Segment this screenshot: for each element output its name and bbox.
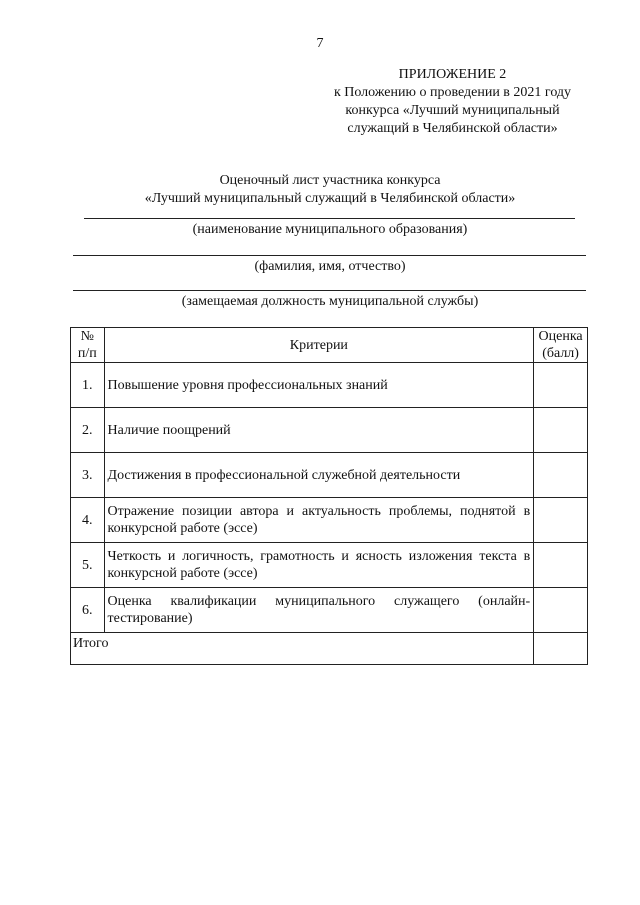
fullname-underline [73, 255, 586, 256]
row-score-cell[interactable] [534, 408, 588, 453]
table-row [71, 453, 588, 498]
header-score-line: Оценка [538, 329, 583, 344]
row-number: 2. [71, 408, 105, 453]
table-row [71, 498, 588, 543]
position-underline [73, 290, 586, 291]
row-score-cell[interactable] [534, 363, 588, 408]
page-number: 7 [316, 36, 324, 51]
total-score-cell[interactable] [534, 633, 588, 665]
appendix-line: конкурса «Лучший муниципальный [345, 103, 560, 118]
header-criteria: Критерии [104, 328, 534, 363]
appendix-header [300, 66, 605, 138]
municipality-caption: (наименование муниципального образования) [192, 222, 468, 237]
table-row [71, 408, 588, 453]
row-criterion: Отражение позиции автора и актуальность проблемы, поднятой в конкурсной работе (эссе) [104, 498, 534, 543]
row-number: 6. [71, 588, 105, 633]
row-criterion: Повышение уровня профессиональных знаний [104, 363, 534, 408]
header-score [534, 328, 588, 363]
row-score-cell[interactable] [534, 588, 588, 633]
table-row [71, 363, 588, 408]
title-line-2: «Лучший муниципальный служащий в Челябинской области» [144, 191, 516, 206]
total-row [71, 633, 588, 665]
appendix-line: ПРИЛОЖЕНИЕ 2 [398, 67, 507, 82]
table-row [71, 543, 588, 588]
total-label: Итого [71, 633, 534, 665]
row-score-cell[interactable] [534, 453, 588, 498]
row-number: 1. [71, 363, 105, 408]
title-line-1: Оценочный лист участника конкурса [219, 173, 441, 188]
appendix-line: к Положению о проведении в 2021 году [333, 85, 572, 100]
row-score-cell[interactable] [534, 543, 588, 588]
header-num [71, 328, 105, 363]
header-num-line: п/п [77, 346, 97, 361]
row-number: 3. [71, 453, 105, 498]
row-criterion: Четкость и логичность, грамотность и ясность изложения текста в конкурсной работе (эссе) [104, 543, 534, 588]
document-title [60, 172, 600, 208]
municipality-underline [84, 218, 575, 219]
header-score-line: (балл) [542, 346, 579, 361]
row-criterion: Оценка квалификации муниципального служащего (онлайн-тестирование) [104, 588, 534, 633]
fullname-caption: (фамилия, имя, отчество) [254, 259, 406, 274]
row-criterion: Достижения в профессиональной служебной деятельности [104, 453, 534, 498]
header-num-line: № [80, 329, 94, 344]
row-number: 4. [71, 498, 105, 543]
row-criterion: Наличие поощрений [104, 408, 534, 453]
row-score-cell[interactable] [534, 498, 588, 543]
table-header-row [71, 328, 588, 363]
appendix-line: служащий в Челябинской области» [347, 121, 558, 136]
criteria-table [70, 327, 588, 665]
row-number: 5. [71, 543, 105, 588]
table-row [71, 588, 588, 633]
position-caption: (замещаемая должность муниципальной службы) [181, 294, 479, 309]
